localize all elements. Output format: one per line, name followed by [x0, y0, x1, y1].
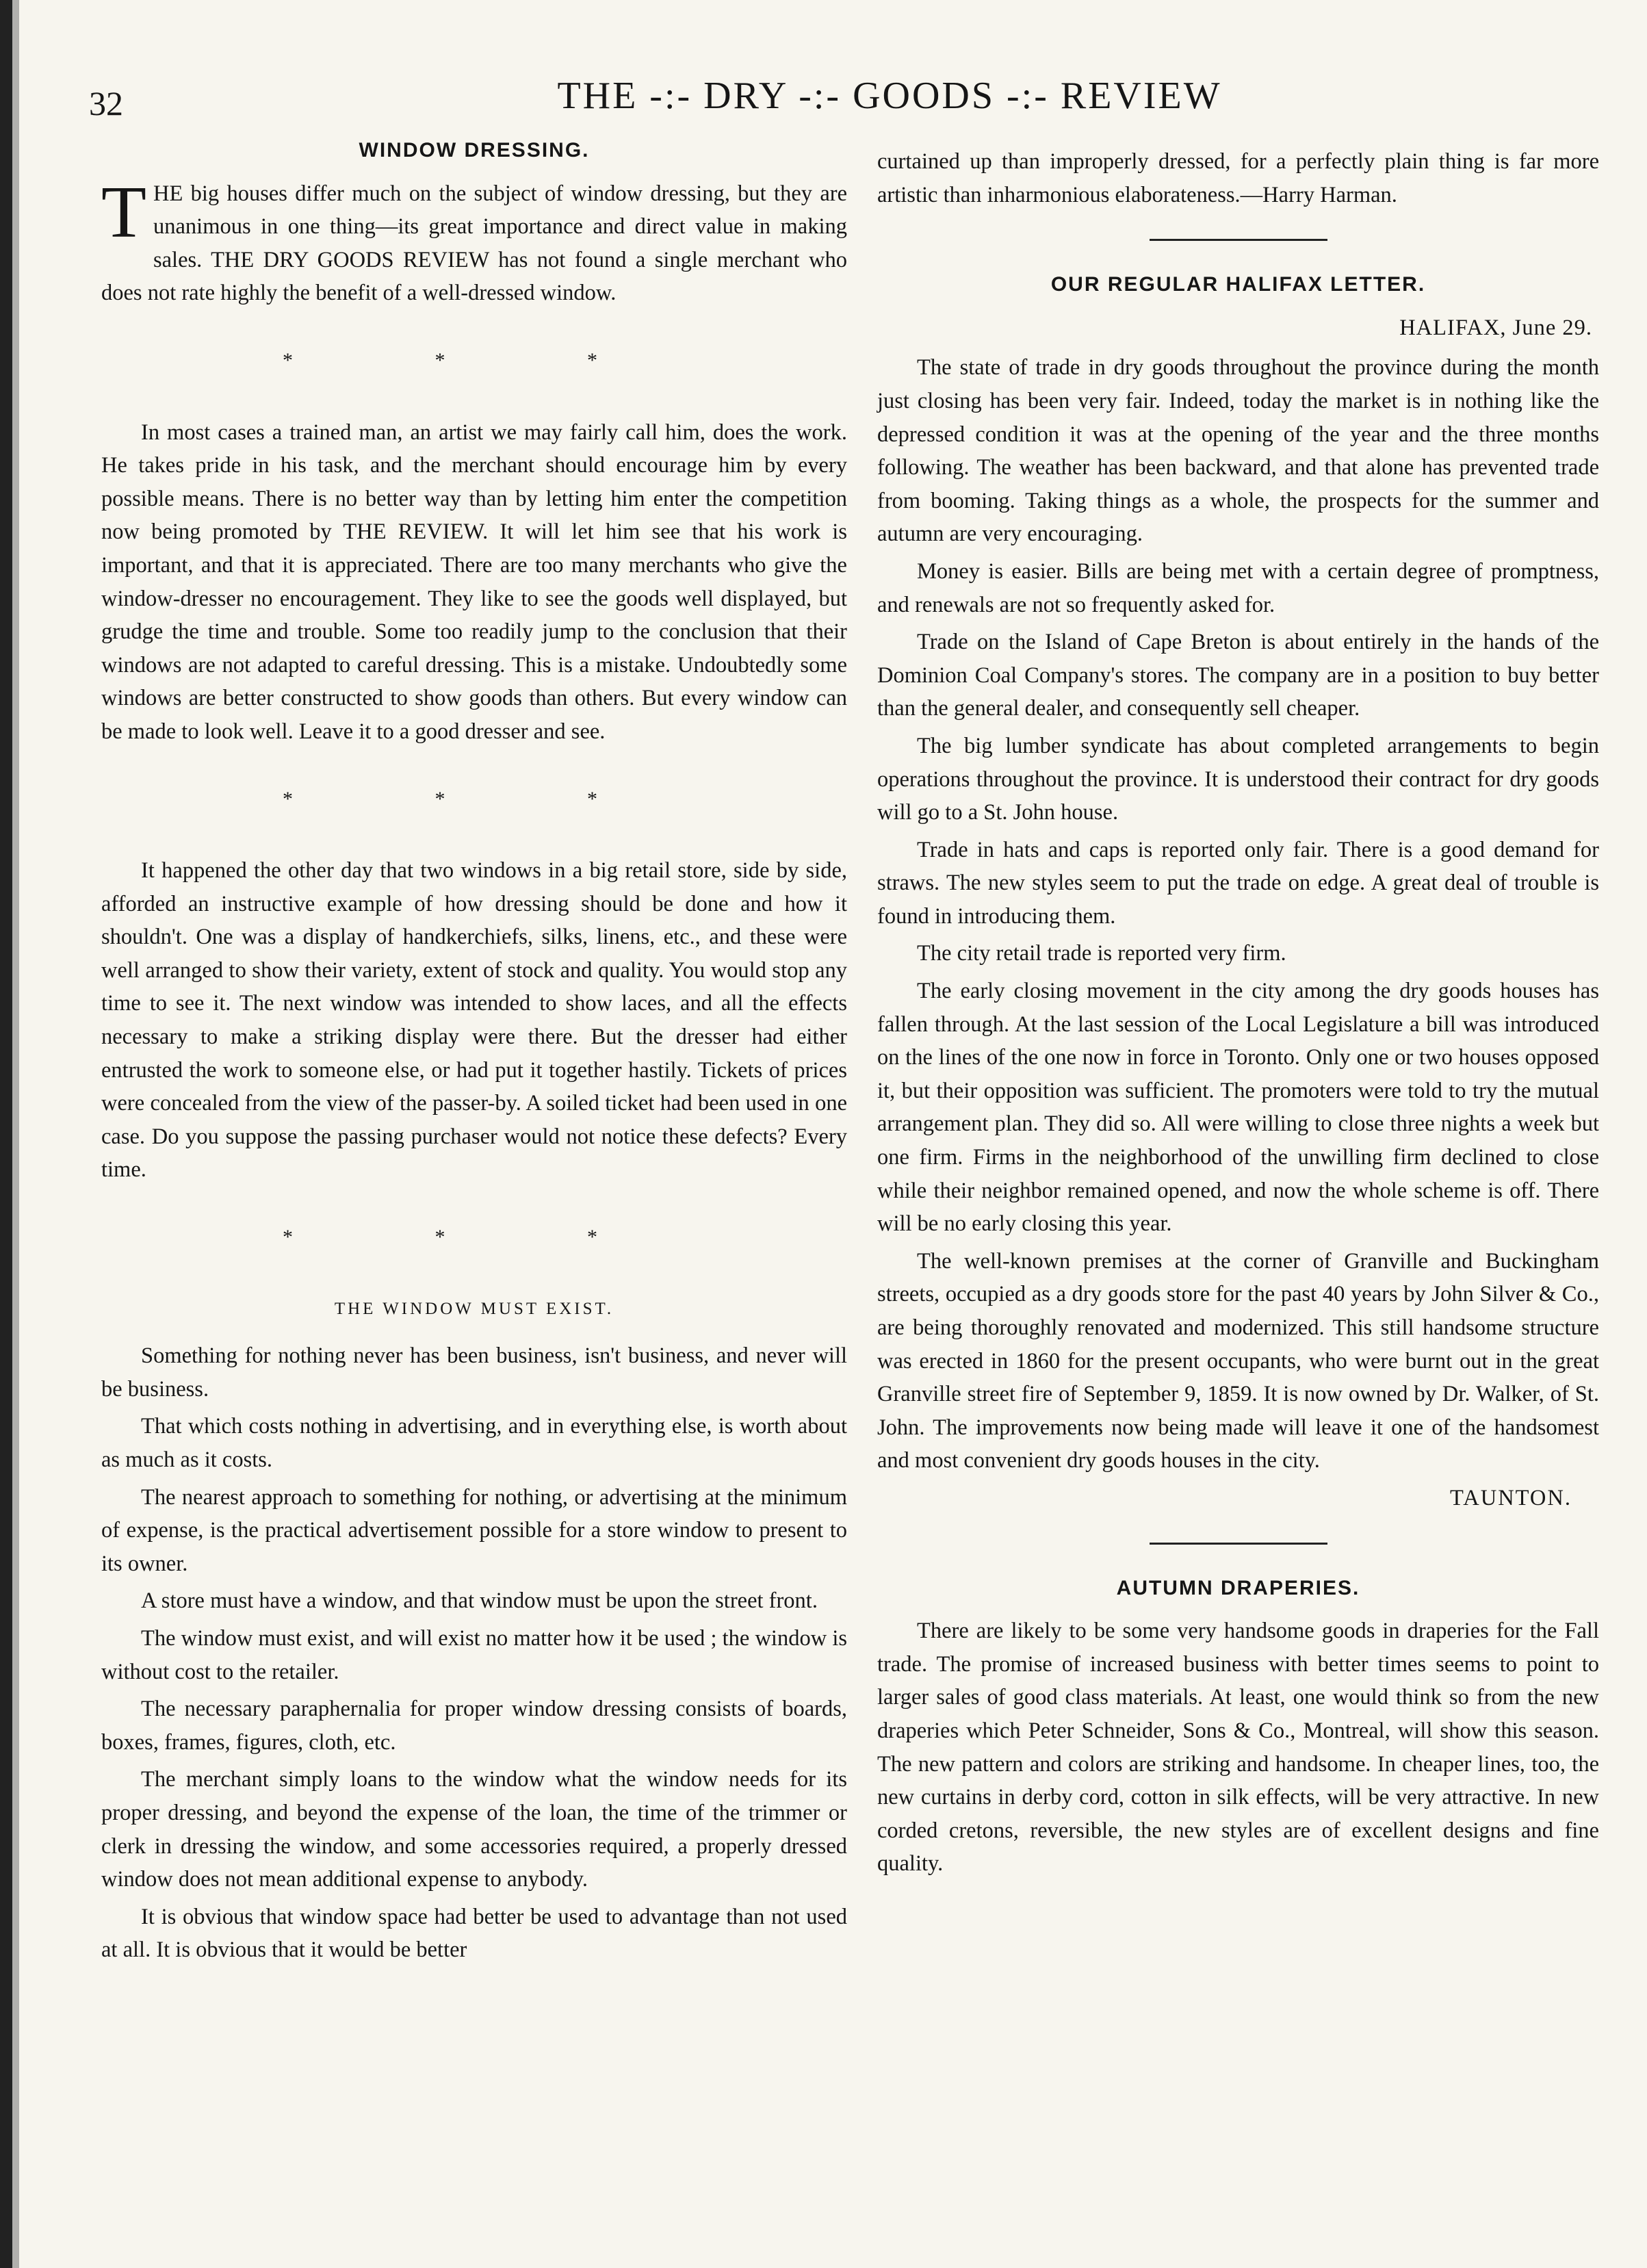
paragraph: It happened the other day that two windows in a big retail store, side by side, afforded an instructive example of how dressing should be done and how it shouldn't. One was a display of handkerchiefs, silks, linens, etc., and these were well arranged to show their variety, extent of stock and quality. You would stop any time to see it. The next window was intended to show laces, and all the effects necessary to make a striking display were there. But the dresser had either entrusted the work to someone else, or had put it together hastily. Tickets of prices were concealed from the view of the passer-by. A soiled ticket had been used in one case. Do you suppose the passing purchaser would not notice these defects? Every time.	[101, 858, 847, 1183]
paragraph: The well-known premises at the corner of Granville and Buckingham streets, occupied as a dry goods store for the past 40 years by John Silver & Co., are being thoroughly renovated and modernized. This still handsome structure was erected in 1860 for the present occupants, who were burnt out in the great Granville street fire of September 9, 1859. It is now owned by Dr. Walker, of St. John. The improvements now being made will leave it one of the handsomest and most convenient dry goods houses in the city.	[877, 1248, 1599, 1473]
intro-text: HE big houses differ much on the subject of window dressing, but they are unanimous in one thing—its great importance and direct value in making sales. THE DRY GOODS REVIEW has not found a single merchant who does not rate highly the benefit of a well-dressed window.	[101, 181, 847, 306]
window-dressing-heading: WINDOW DRESSING.	[359, 139, 590, 162]
page-binding-edge	[0, 0, 12, 2268]
left-column	[101, 134, 847, 1971]
paragraph: The early closing movement in the city among the dry goods houses has fallen through. At the last session of the Local Legislature a bill was introduced on the lines of the one now in force in Toronto. Only one or two houses opposed it, but their opposition was sufficient. The promoters were told to try the mutual arrangement plan. They did so. All were willing to close three nights a week but one firm. Firms in the neighborhood of the unwilling firm declined to close while their neighbor remained opened, and now the whole scheme is off. There will be no early closing this year.	[877, 979, 1599, 1237]
window-must-exist-subhead: THE WINDOW MUST EXIST.	[334, 1299, 614, 1318]
paragraph: The merchant simply loans to the window what the window needs for its proper dressing, and beyond the expense of the loan, the time of the trimmer or clerk in dressing the window, and some accessories required, a properly dressed window does not mean additional expense to anybody.	[101, 1767, 847, 1892]
paragraph: A store must have a window, and that window must be upon the street front.	[141, 1588, 818, 1614]
page-binding-shadow	[12, 0, 19, 2268]
section-divider-stars: * * *	[283, 348, 666, 372]
paragraph: The big lumber syndicate has about completed arrangements to begin operations throughout the province. It is understood their contract for dry goods will go to a St. John house.	[877, 733, 1599, 825]
author-signature: TAUNTON.	[1450, 1485, 1572, 1510]
page-header	[0, 68, 1647, 130]
halifax-letter-heading: OUR REGULAR HALIFAX LETTER.	[1050, 273, 1426, 296]
paragraph: The nearest approach to something for nothing, or advertising at the minimum of expense, is the practical advertisement possible for a store window to present to its owner.	[101, 1484, 847, 1576]
paragraph: Trade in hats and caps is reported only fair. There is a good demand for straws. The new styles seem to put the trade on edge. A great deal of trouble is found in introducing them.	[877, 837, 1599, 929]
paragraph: Trade on the Island of Cape Breton is about entirely in the hands of the Dominion Coal Company's stores. The company are in a position to buy better than the general dealer, and consequently sell cheaper.	[877, 630, 1599, 721]
page-number: 32	[89, 84, 123, 123]
paragraph: The state of trade in dry goods throughout the province during the month just closing has been very fair. Indeed, today the market is in nothing like the depressed condition it was at the opening of the year and the three months following. The weather has been backward, and that alone has prevented trade from booming. Taking things as a whole, the prospects for the summer and autumn are very encouraging.	[877, 355, 1599, 547]
paragraph: The city retail trade is reported very firm.	[917, 941, 1286, 966]
paragraph: The window must exist, and will exist no matter how it be used ; the window is without cost to the retailer.	[101, 1625, 847, 1684]
continued-paragraph: curtained up than improperly dressed, for a perfectly plain thing is far more artistic than inharmonious elaborateness.—Harry Harman.	[877, 149, 1599, 207]
paragraph: It is obvious that window space had better be used to advantage than not used at all. It is obvious that it would be better	[101, 1904, 847, 1963]
masthead-title: THE -:- DRY -:- GOODS -:- REVIEW	[557, 75, 1222, 117]
paragraph: In most cases a trained man, an artist we may fairly call him, does the work. He takes pride in his task, and the merchant should encourage him by every possible means. There is no better way than by letting him enter the competition now being promoted by THE REVIEW. It will let him see that his work is important, and that it is appreciated. There are too many merchants who give the window-dresser no encouragement. They like to see the goods well displayed, but grudge the time and trouble. Some too readily jump to the conclusion that their windows are not adapted to careful dressing. This is a mistake. Undoubtedly some windows are better constructed to show goods than others. But every window can be made to look well. Leave it to a good dresser and see.	[101, 420, 847, 744]
section-rule	[1150, 239, 1327, 241]
paragraph: Something for nothing never has been business, isn't business, and never will be business.	[101, 1343, 847, 1402]
right-column	[877, 145, 1599, 1885]
paragraph: There are likely to be some very handsome goods in draperies for the Fall trade. The promise of increased business with better times seems to point to larger sales of good class materials. At least, one would think so from the new draperies which Peter Schneider, Sons & Co., Montreal, will show this season. The new pattern and colors are striking and handsome. In cheaper lines, too, the new curtains in derby cord, cotton in silk effects, will be very attractive. In new corded cretons, reversible, the new styles are of excellent designs and fine quality.	[877, 1619, 1599, 1877]
drop-cap: T	[101, 171, 146, 253]
section-rule	[1150, 1543, 1327, 1545]
paragraph: That which costs nothing in advertising, and in everything else, is worth about as much as it costs.	[101, 1414, 847, 1472]
section-divider-stars: * * *	[283, 787, 666, 810]
section-divider-stars: * * *	[283, 1226, 666, 1249]
autumn-draperies-heading: AUTUMN DRAPERIES.	[1116, 1576, 1360, 1599]
paragraph: Money is easier. Bills are being met with a certain degree of promptness, and renewals are not so frequently asked for.	[877, 558, 1599, 617]
paragraph: The necessary paraphernalia for proper window dressing consists of boards, boxes, frames, figures, cloth, etc.	[101, 1697, 847, 1755]
dateline: HALIFAX, June 29.	[1399, 315, 1592, 340]
window-dressing-intro	[101, 171, 847, 310]
